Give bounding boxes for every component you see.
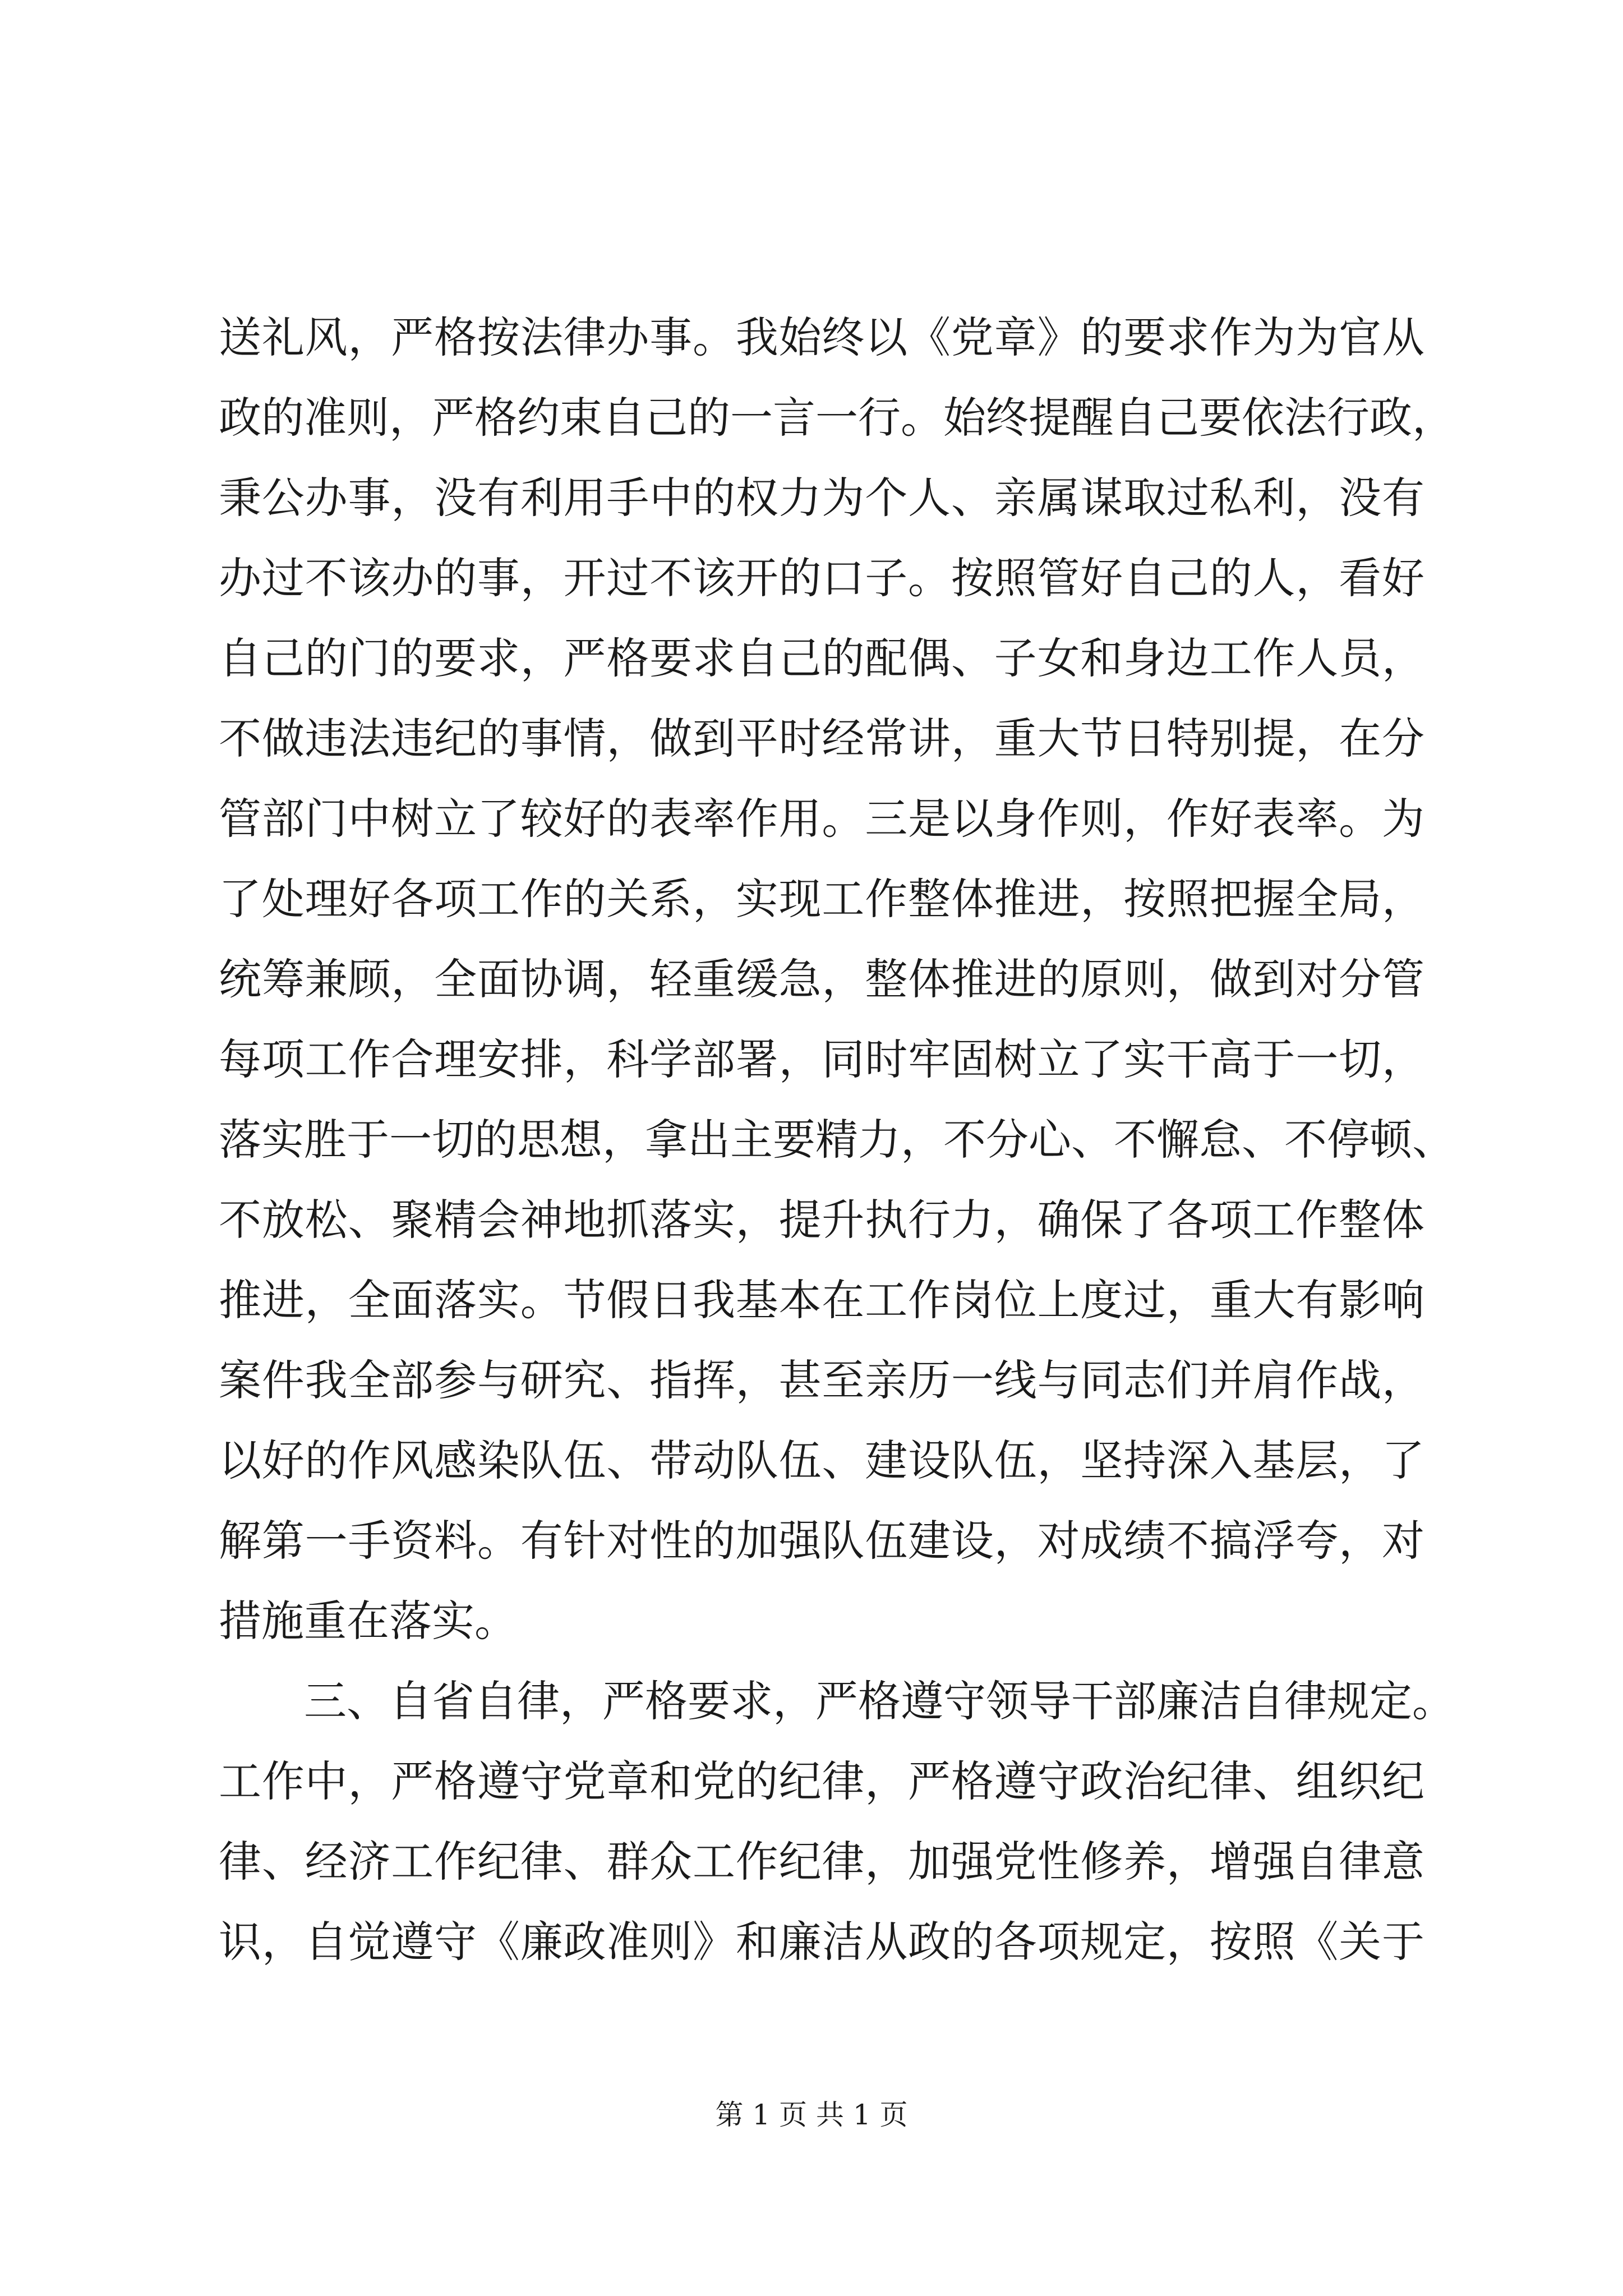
text-line: 工作中，严格遵守党章和党的纪律，严格遵守政治纪律、组织纪 (219, 1756, 1424, 1806)
text-line: 管部门中树立了较好的表率作用。三是以身作则，作好表率。为 (219, 794, 1424, 844)
text-line: 秉公办事，没有利用手中的权力为个人、亲属谋取过私利，没有 (219, 473, 1424, 523)
text-line: 办过不该办的事，开过不该开的口子。按照管好自己的人，看好 (219, 553, 1424, 603)
text-line: 识，自觉遵守《廉政准则》和廉洁从政的各项规定，按照《关于 (219, 1917, 1424, 1967)
text-line: 解第一手资料。有针对性的加强队伍建设，对成绩不搞浮夸，对 (219, 1516, 1424, 1566)
text-line: 每项工作合理安排，科学部署，同时牢固树立了实干高于一切， (219, 1034, 1424, 1084)
text-line: 以好的作风感染队伍、带动队伍、建设队伍，坚持深入基层，了 (219, 1435, 1424, 1485)
paragraph-first-line: 三、自省自律，严格要求，严格遵守领导干部廉洁自律规定。 (304, 1676, 1455, 1726)
text-line: 措施重在落实。 (219, 1596, 517, 1646)
page-number-footer: 第 1 页 共 1 页 (715, 2099, 908, 2131)
text-line: 案件我全部参与研究、指挥，甚至亲历一线与同志们并肩作战， (219, 1355, 1424, 1405)
text-line: 政的准则，严格约束自己的一言一行。始终提醒自己要依法行政， (219, 393, 1455, 443)
body-text (219, 297, 1455, 1982)
text-line: 不做违法违纪的事情，做到平时经常讲，重大节日特别提，在分 (219, 714, 1424, 763)
text-line: 自己的门的要求，严格要求自己的配偶、子女和身边工作人员， (219, 633, 1424, 683)
text-line: 了处理好各项工作的关系，实现工作整体推进，按照把握全局， (219, 874, 1424, 924)
text-line: 推进，全面落实。节假日我基本在工作岗位上度过，重大有影响 (219, 1275, 1424, 1325)
text-line: 送礼风，严格按法律办事。我始终以《党章》的要求作为为官从 (219, 312, 1424, 362)
text-line: 不放松、聚精会神地抓落实，提升执行力，确保了各项工作整体 (219, 1195, 1424, 1245)
text-line: 律、经济工作纪律、群众工作纪律，加强党性修养，增强自律意 (219, 1837, 1424, 1887)
text-line: 落实胜于一切的思想，拿出主要精力，不分心、不懈怠、不停顿、 (219, 1115, 1455, 1165)
text-line: 统筹兼顾，全面协调，轻重缓急，整体推进的原则，做到对分管 (219, 954, 1424, 1004)
